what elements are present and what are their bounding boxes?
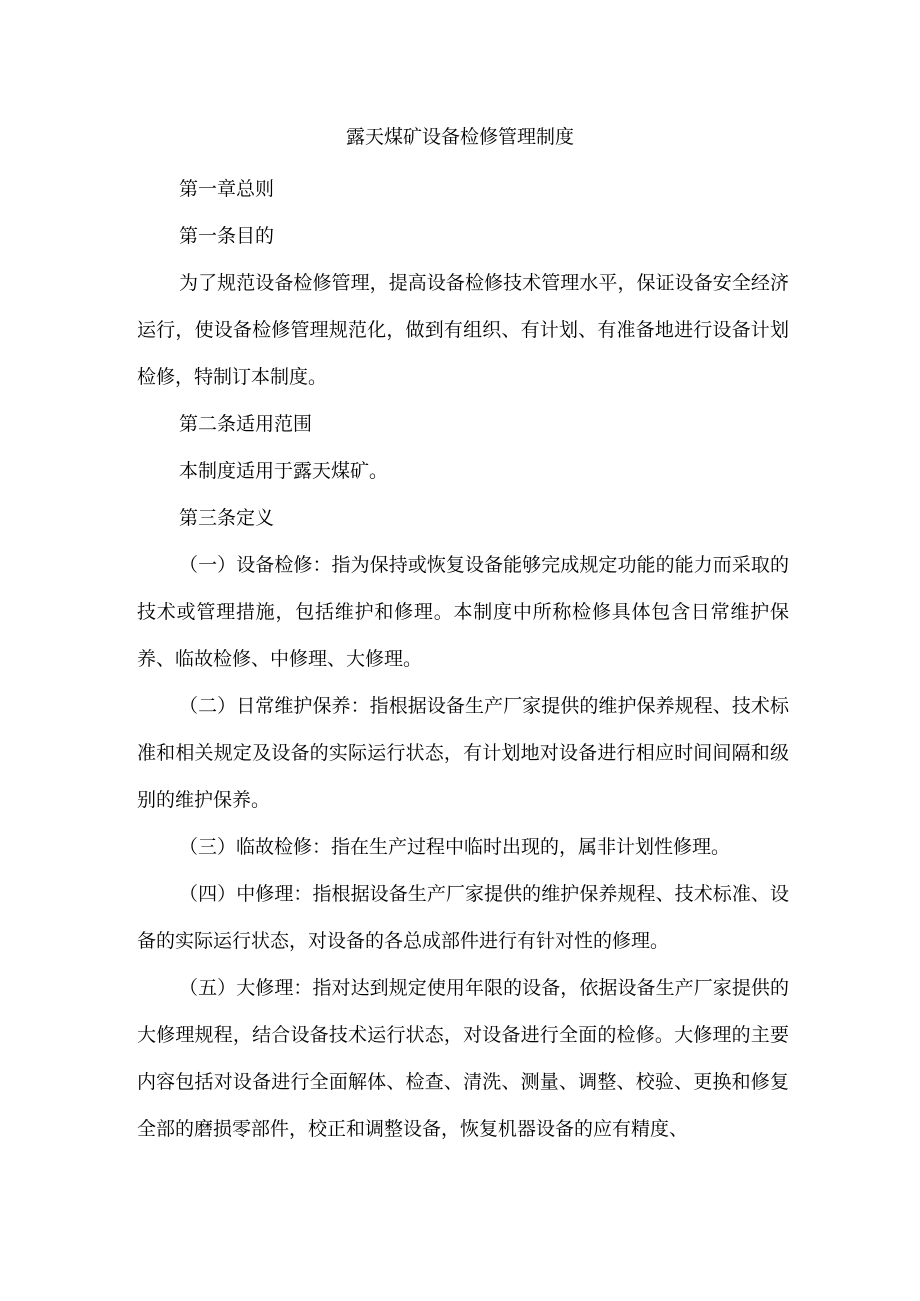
definition-overhaul: （五）大修理：指对达到规定使用年限的设备，依据设备生产厂家提供的大修理规程，结合设备技术运行状态，对设备进行全面的检修。大修理的主要内容包括对设备进行全面解体、检查、清洗、测量、调整、校验、更换和修复全部的磨损零部件，校正和调整设备，恢复机器设备的应有精度、	[137, 977, 789, 1140]
chapter-heading: 第一章总则	[179, 178, 275, 200]
article-heading-purpose: 第一条目的	[179, 225, 275, 247]
article-heading-scope: 第二条适用范围	[179, 413, 313, 435]
document-body	[137, 166, 789, 1153]
definition-emergency-repair: （三）临故检修：指在生产过程中临时出现的，属非计划性修理。	[179, 836, 731, 858]
scope-paragraph: 本制度适用于露天煤矿。	[179, 460, 389, 482]
definition-medium-repair: （四）中修理：指根据设备生产厂家提供的维护保养规程、技术标准、设备的实际运行状态，对设备的各总成部件进行有针对性的修理。	[137, 883, 789, 952]
definition-daily-maintenance: （二）日常维护保养：指根据设备生产厂家提供的维护保养规程、技术标准和相关规定及设备的实际运行状态，有计划地对设备进行相应时间间隔和级别的维护保养。	[137, 695, 789, 811]
definition-equipment-maintenance: （一）设备检修：指为保持或恢复设备能够完成规定功能的能力而采取的技术或管理措施，包括维护和修理。本制度中所称检修具体包含日常维护保养、临故检修、中修理、大修理。	[137, 554, 789, 670]
purpose-paragraph: 为了规范设备检修管理，提高设备检修技术管理水平，保证设备安全经济运行，使设备检修管理规范化，做到有组织、有计划、有准备地进行设备计划检修，特制订本制度。	[137, 272, 789, 388]
article-heading-definitions: 第三条定义	[179, 507, 275, 529]
document-title: 露天煤矿设备检修管理制度	[345, 126, 574, 148]
